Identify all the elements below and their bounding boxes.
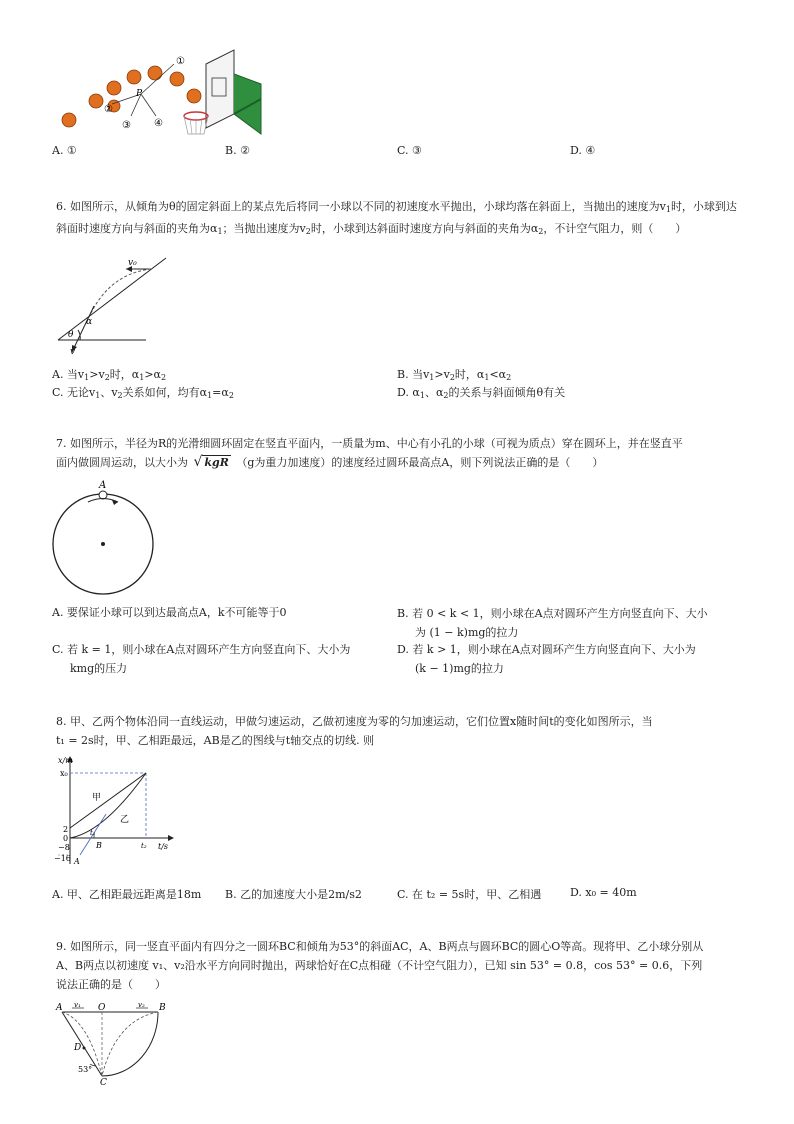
q7-number: 7. [56,437,67,450]
txt: 、v [100,386,118,399]
txt: >v [434,368,450,381]
q7-stem-line1: 如图所示，半径为R的光滑细圆环固定在竖直平面内，一质量为m、中心有小孔的小球（可视为质点）穿在圆环上，并在竖直平 [70,437,683,450]
q5-option-d[interactable]: D. ④ [570,144,596,157]
sub: 1 [95,391,101,400]
label-theta: θ [68,330,74,340]
q6-option-a[interactable] [52,366,166,382]
sub: 1 [419,391,425,400]
label-b: B [159,1003,166,1013]
label-1: ① [176,56,185,67]
q8-option-a[interactable]: A. 甲、乙相距最远距离是18m [52,888,202,901]
sub: 2 [449,373,455,382]
label-alpha: α [86,317,93,327]
q9-figure [54,1000,166,1086]
sub: 2 [538,227,544,236]
q6-stem-part: 时，小球到达斜面时速度方向与斜面的夹角为α [310,222,539,235]
label-2: ② [104,104,113,115]
label-angle: 53° [78,1065,93,1074]
q5-option-b[interactable]: B. ② [225,144,250,157]
label-v0: v₀ [128,258,137,268]
label-t2: t₂ [141,842,147,850]
sqrt-expression: √ kgR [193,454,229,470]
txt: <α [489,368,507,381]
label-4: ④ [154,118,163,129]
q7-stem-part: 面内做圆周运动，以大小为 [56,456,188,469]
txt: D. α [397,386,420,399]
q5-option-a[interactable]: A. ① [52,144,77,157]
q6-stem-part: 时，小球到达斜面时速度方向与斜面的夹角为α [56,200,737,235]
sub: 2 [443,391,449,400]
y-axis-label: x/m [58,756,73,765]
q6-stem-part: 如图所示，从倾角为θ的固定斜面上的某点先后将同一小球以不同的初速度水平抛出，小球均落在斜面上，当抛出的速度为v [70,200,666,213]
q8-option-c[interactable]: C. 在 t₂ = 5s时，甲、乙相遇 [397,888,542,901]
txt: 时，α [109,368,140,381]
q6-option-b[interactable] [397,366,511,382]
q6-figure [56,254,174,356]
label-b: B [96,841,102,850]
q9-stem-line2: A、B两点以初速度 v₁、v₂沿水平方向同时抛出，两球恰好在C点相碰（不计空气阻力），已知 sin 53° = 0.8，cos 53° = 0.6，下列 [56,959,703,972]
q7-stem-part: （g为重力加速度）的速度经过圆环最高点A，则下列说法正确的是（ ） [236,456,604,469]
label-c: C [100,1078,107,1086]
q8-stem [56,712,746,750]
basketball-trajectory-balls [62,66,201,127]
label-o: O [98,1003,106,1013]
sub: 1 [429,373,435,382]
q6-stem [56,197,746,241]
txt: B. 当v [397,368,430,381]
label-a: A [99,480,107,491]
label-v: v [70,347,76,356]
sub: 2 [305,227,311,236]
txt: 的关系与斜面倾角θ有关 [448,386,566,399]
q7-option-a[interactable]: A. 要保证小球可以到达最高点A，k不可能等于0 [52,606,287,619]
tick-minus8: −8 [58,843,70,852]
label-v1: v₁ [74,1001,81,1009]
label-d: D [74,1043,82,1053]
label-3: ③ [122,120,131,131]
tick-x0: x₀ [60,769,68,778]
sub: 2 [228,391,234,400]
trajectory-arrows [112,64,174,116]
sub: 2 [160,373,167,382]
tick-2: 2 [63,825,69,834]
sub: 1 [207,391,213,400]
x-axis-label: t/s [158,842,169,851]
label-p: P [136,89,143,99]
label-jia: 甲 [92,793,102,803]
q5-option-c[interactable]: C. ③ [397,144,422,157]
q5-figure [56,44,268,142]
opt-line: D. 若 k > 1，则小球在A点对圆环产生方向竖直向下、大小为 [397,643,696,656]
q8-option-d[interactable]: D. x₀ = 40m [570,886,637,899]
tick-0: 0 [63,834,69,843]
tick-minus16: −16 [54,854,71,863]
txt: >v [89,368,105,381]
q6-option-d[interactable] [397,384,565,400]
txt: =α [212,386,229,399]
sub: 1 [665,205,671,214]
sub: 2 [506,373,512,382]
label-v2: v₂ [138,1001,145,1009]
q8-stem-line2: t₁ = 2s时，甲、乙相距最远，AB是乙的图线与t轴交点的切线. 则 [56,734,375,747]
q9-number: 9. [56,940,67,953]
q6-option-c[interactable] [52,384,234,400]
q7-option-b[interactable] [397,604,708,642]
opt-line: 为 (1 − k)mg的拉力 [415,626,519,639]
q8-stem-line1: 甲、乙两个物体沿同一直线运动，甲做匀速运动，乙做初速度为零的匀加速运动，它们位置x随时间t的变化如图所示，当 [70,715,653,728]
sub: 1 [217,227,223,236]
label-yi: 乙 [120,815,130,825]
sub: 2 [117,391,123,400]
label-a: A [56,1003,63,1013]
opt-line: kmg的压力 [70,662,128,675]
q9-stem-line1: 如图所示，同一竖直平面内有四分之一圆环BC和倾角为53°的斜面AC，A、B两点与圆环BC的圆心O等高。现将甲、乙小球分别从 [70,940,704,953]
opt-line: C. 若 k = 1，则小球在A点对圆环产生方向竖直向下、大小为 [52,643,351,656]
sub: 1 [484,373,490,382]
sub: 1 [139,373,145,382]
q9-stem-line3: 说法正确的是（ ） [56,978,166,991]
q7-stem [56,434,746,472]
label-t1: t₁ [90,829,96,837]
txt: >α [144,368,161,381]
q6-stem-part: ，不计空气阻力，则（ ） [543,222,687,235]
q6-stem-part: ；当抛出速度为v [222,222,306,235]
txt: 、α [424,386,444,399]
q8-figure [54,752,176,870]
sub: 1 [84,373,90,382]
q7-option-d[interactable] [397,640,696,678]
q6-number: 6. [56,200,67,213]
q7-option-c[interactable] [52,640,350,678]
txt: C. 无论v [52,386,96,399]
q8-option-b[interactable]: B. 乙的加速度大小是2m/s2 [225,888,362,901]
opt-line: B. 若 0 < k < 1，则小球在A点对圆环产生方向竖直向下、大小 [397,607,708,620]
txt: 关系如何，均有α [122,386,208,399]
opt-line: (k − 1)mg的拉力 [415,662,504,675]
sub: 2 [104,373,110,382]
label-a: A [74,857,80,866]
q8-number: 8. [56,715,67,728]
txt: 时，α [454,368,485,381]
txt: A. 当v [52,368,85,381]
sqrt-radicand: kgR [204,456,229,469]
q9-stem [56,937,746,994]
q7-figure [48,478,160,596]
